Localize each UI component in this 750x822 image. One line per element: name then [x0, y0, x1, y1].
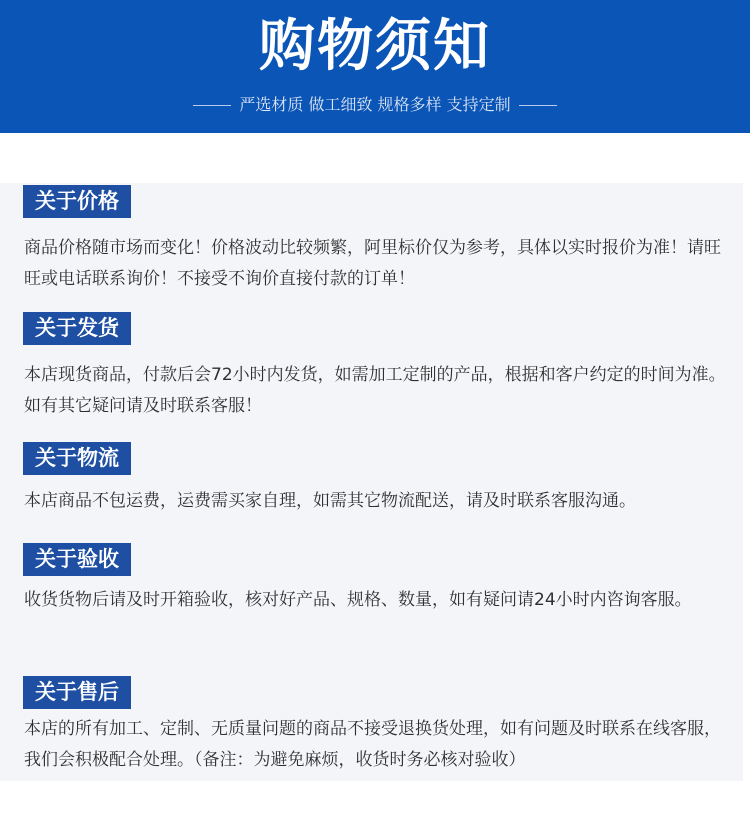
- body-logistics: 本店商品不包运费，运费需买家自理，如需其它物流配送，请及时联系客服沟通。: [24, 491, 636, 511]
- body-price: 商品价格随市场而变化！价格波动比较频繁，阿里标价仅为参考，具体以实时报价为准！请旺旺或电话联系询价！不接受不询价直接付款的订单！: [24, 238, 721, 289]
- heading-logistics: 关于物流: [23, 442, 131, 475]
- heading-acceptance: 关于验收: [23, 543, 131, 576]
- header-banner: [0, 0, 750, 133]
- page-title: 购物须知: [259, 14, 491, 79]
- divider-left: [193, 105, 231, 106]
- body-after-sales: 本店的所有加工、定制、无质量问题的商品不接受退换货处理，如有问题及时联系在线客服，我们会积极配合处理。（备注：为避免麻烦，收货时务必核对验收）: [24, 719, 721, 770]
- banner-subtitle-text: 严选材质 做工细致 规格多样 支持定制: [239, 95, 511, 114]
- heading-price: 关于价格: [23, 185, 131, 218]
- divider-right: [519, 105, 557, 106]
- heading-after-sales: 关于售后: [23, 676, 131, 709]
- banner-subtitle: [0, 94, 750, 116]
- body-acceptance: 收货货物后请及时开箱验收，核对好产品、规格、数量，如有疑问请24小时内咨询客服。: [24, 590, 692, 610]
- heading-shipping: 关于发货: [23, 312, 131, 345]
- body-shipping: 本店现货商品，付款后会72小时内发货，如需加工定制的产品，根据和客户约定的时间为准。如有其它疑问请及时联系客服！: [24, 365, 726, 416]
